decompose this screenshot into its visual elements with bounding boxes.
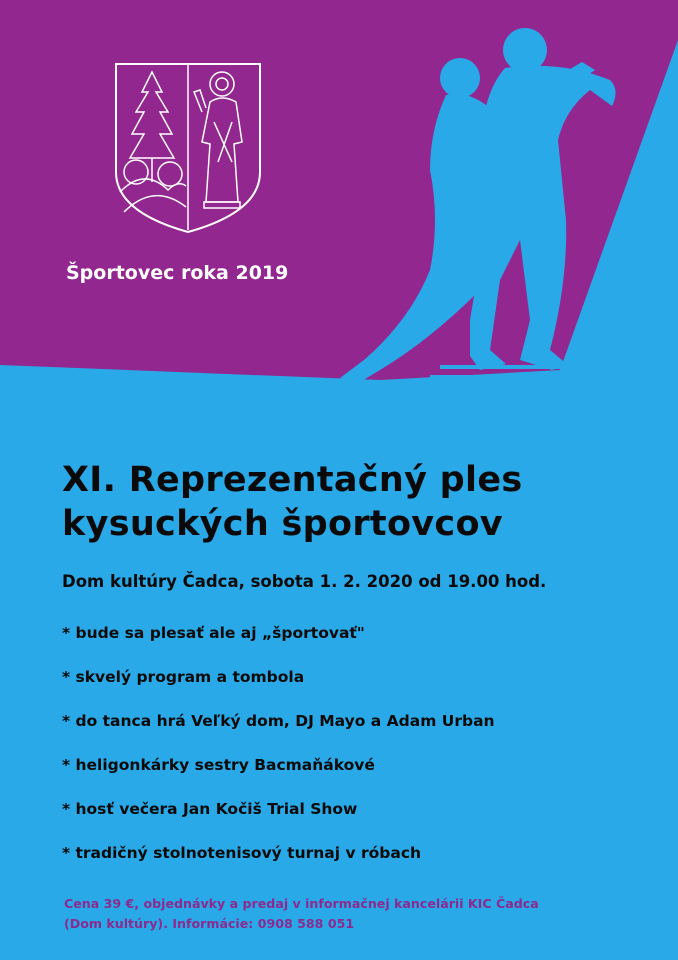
program-list	[62, 622, 495, 886]
list-item: * tradičný stolnotenisový turnaj v róbach	[62, 844, 422, 862]
town-coat-of-arms-icon	[114, 62, 262, 234]
title-line-1: XI. Reprezentačný ples	[62, 460, 523, 500]
list-item: * skvelý program a tombola	[62, 668, 305, 686]
list-item: * heligonkárky sestry Bacmaňákové	[62, 756, 375, 774]
page-title	[62, 458, 523, 546]
title-line-2: kysuckých športovcov	[62, 504, 503, 544]
footer-line-2: (Dom kultúry). Informácie: 0908 588 051	[64, 916, 355, 931]
venue-date: Dom kultúry Čadca, sobota 1. 2. 2020 od 19.00 hod.	[62, 572, 547, 591]
event-label: Športovec roka 2019	[66, 262, 289, 284]
dancing-couple-silhouette-icon	[320, 20, 670, 420]
list-item: * do tanca hrá Veľký dom, DJ Mayo a Adam Urban	[62, 712, 495, 730]
price-info	[64, 894, 624, 934]
list-item: * hosť večera Jan Kočiš Trial Show	[62, 800, 358, 818]
footer-line-1: Cena 39 €, objednávky a predaj v informačnej kancelárii KIC Čadca	[64, 896, 539, 911]
list-item: * bude sa plesať ale aj „športovať"	[62, 624, 365, 642]
